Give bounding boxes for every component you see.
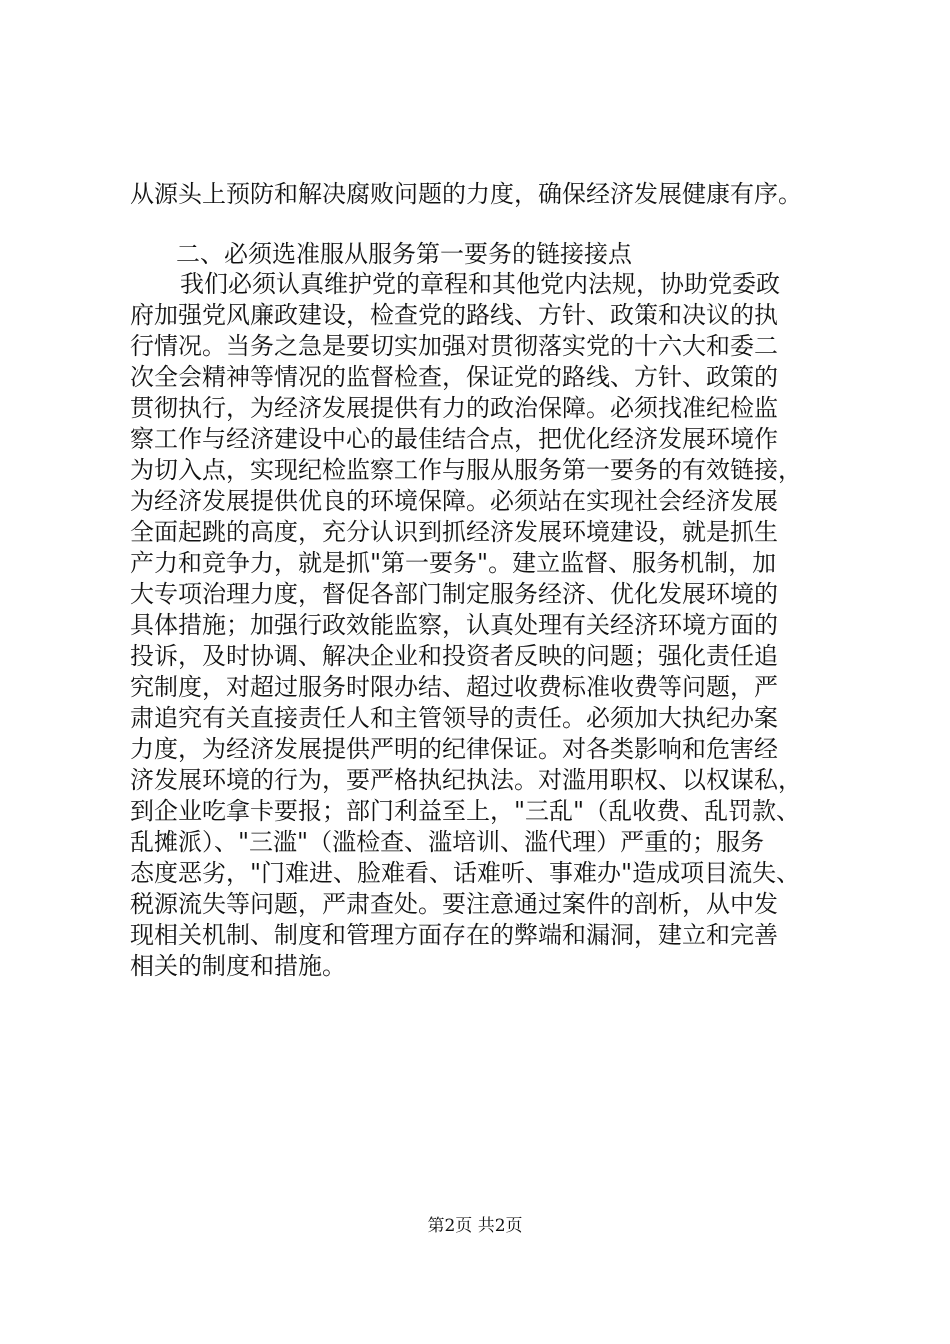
paragraph-line: 为切入点，实现纪检监察工作与服从服务第一要务的有效链接， [130,456,802,484]
paragraph-line: 次全会精神等情况的监督检查，保证党的路线、方针、政策的 [130,363,778,391]
page-footer: 第2页 共2页 [427,1216,523,1236]
paragraph-line: 察工作与经济建设中心的最佳结合点，把优化经济发展环境作 [130,425,778,453]
paragraph-line: 全面起跳的高度，充分认识到抓经济发展环境建设，就是抓生 [130,518,778,546]
paragraph-line: 现相关机制、制度和管理方面存在的弊端和漏洞，建立和完善 [130,921,778,949]
paragraph-line: 肃追究有关直接责任人和主管领导的责任。必须加大执纪办案 [130,704,778,732]
paragraph-line: 投诉，及时协调、解决企业和投资者反映的问题；强化责任追 [130,642,778,670]
paragraph-line: 究制度，对超过服务时限办结、超过收费标准收费等问题，严 [130,673,778,701]
paragraph-line: 济发展环境的行为，要严格执纪执法。对滥用职权、以权谋私， [130,766,802,794]
paragraph-line: 行情况。当务之急是要切实加强对贯彻落实党的十六大和委二 [130,332,778,360]
paragraph-line: 态度恶劣，"门难进、脸难看、话难听、事难办"造成项目流失、 [130,859,801,887]
paragraph-line: 相关的制度和措施。 [130,952,346,980]
paragraph-line: 产力和竞争力，就是抓"第一要务"。建立监督、服务机制，加 [130,549,777,577]
paragraph-line: 税源流失等问题，严肃查处。要注意通过案件的剖析，从中发 [130,890,778,918]
continuation-line: 从源头上预防和解决腐败问题的力度，确保经济发展健康有序。 [130,180,802,208]
paragraph-line: 大专项治理力度，督促各部门制定服务经济、优化发展环境的 [130,580,778,608]
paragraph-line: 我们必须认真维护党的章程和其他党内法规，协助党委政 [180,270,780,298]
paragraph-line: 府加强党风廉政建设，检查党的路线、方针、政策和决议的执 [130,301,778,329]
paragraph-line: 贯彻执行，为经济发展提供有力的政治保障。必须找准纪检监 [130,394,778,422]
paragraph-line: 具体措施；加强行政效能监察，认真处理有关经济环境方面的 [130,611,778,639]
paragraph-line: 到企业吃拿卡要报；部门利益至上，"三乱"（乱收费、乱罚款、 [130,797,801,825]
paragraph-line: 为经济发展提供优良的环境保障。必须站在实现社会经济发展 [130,487,778,515]
paragraph-line: 力度，为经济发展提供严明的纪律保证。对各类影响和危害经 [130,735,778,763]
section-heading: 二、必须选准服从服务第一要务的链接接点 [176,240,632,268]
paragraph-line: 乱摊派）、"三滥"（滥检查、滥培训、滥代理）严重的；服务 [130,828,765,856]
